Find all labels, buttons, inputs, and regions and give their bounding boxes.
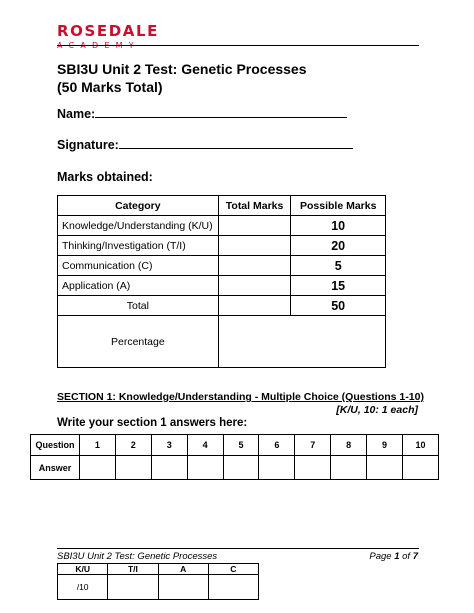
score-a[interactable]	[158, 575, 208, 600]
signature-label: Signature:	[57, 138, 119, 152]
possible-marks-cell: 15	[291, 276, 386, 296]
score-header-ti: T/I	[108, 564, 158, 575]
header-possible-marks: Possible Marks	[291, 196, 386, 216]
question-number: 9	[367, 435, 403, 456]
footer-rule	[57, 548, 419, 549]
answer-cell[interactable]	[79, 456, 115, 480]
score-box	[57, 563, 259, 600]
answer-label: Answer	[31, 456, 80, 480]
question-number: 6	[259, 435, 295, 456]
answer-cell[interactable]	[331, 456, 367, 480]
answer-row	[31, 456, 439, 480]
total-label: Total	[58, 296, 219, 316]
school-logo	[57, 24, 159, 50]
total-marks-cell[interactable]	[218, 236, 291, 256]
question-number: 3	[151, 435, 187, 456]
question-row	[31, 435, 439, 456]
test-title-line2: (50 Marks Total)	[57, 79, 163, 95]
answer-cell[interactable]	[151, 456, 187, 480]
footer-title: SBI3U Unit 2 Test: Genetic Processes	[57, 551, 218, 562]
score-value-row	[58, 575, 259, 600]
page-word: Page	[369, 551, 392, 562]
page-number: 1	[394, 551, 400, 562]
question-number: 4	[187, 435, 223, 456]
score-header-a: A	[158, 564, 208, 575]
marks-table	[57, 195, 386, 368]
question-number: 10	[402, 435, 438, 456]
section1-marks: [K/U, 10: 1 each]	[336, 404, 418, 416]
answer-cell[interactable]	[187, 456, 223, 480]
signature-field[interactable]	[57, 137, 353, 153]
question-label: Question	[31, 435, 80, 456]
header-total-marks: Total Marks	[218, 196, 291, 216]
table-row	[58, 276, 386, 296]
table-row	[58, 256, 386, 276]
total-marks-cell[interactable]	[218, 296, 291, 316]
answer-table	[30, 434, 439, 480]
question-number: 7	[295, 435, 331, 456]
logo-subtitle: ACADEMY	[57, 41, 140, 50]
question-number: 2	[115, 435, 151, 456]
answer-cell[interactable]	[223, 456, 259, 480]
answer-cell[interactable]	[402, 456, 438, 480]
question-number: 1	[79, 435, 115, 456]
question-number: 5	[223, 435, 259, 456]
name-line[interactable]	[95, 106, 347, 118]
total-marks-cell[interactable]	[218, 256, 291, 276]
score-c[interactable]	[208, 575, 258, 600]
score-ti[interactable]	[108, 575, 158, 600]
score-header-row	[58, 564, 259, 575]
score-header-c: C	[208, 564, 258, 575]
possible-marks-cell: 5	[291, 256, 386, 276]
total-marks-cell[interactable]	[218, 276, 291, 296]
page-indicator	[369, 551, 418, 562]
score-ku[interactable]: /10	[58, 575, 108, 600]
total-row	[58, 296, 386, 316]
test-title	[57, 60, 307, 96]
of-word: of	[402, 551, 411, 562]
percentage-cell[interactable]	[218, 316, 385, 368]
answer-cell[interactable]	[295, 456, 331, 480]
name-label: Name:	[57, 107, 96, 121]
answer-cell[interactable]	[115, 456, 151, 480]
header-rule	[57, 45, 419, 46]
percentage-row	[58, 316, 386, 368]
header-category: Category	[58, 196, 219, 216]
answer-cell[interactable]	[367, 456, 403, 480]
score-header-ku: K/U	[58, 564, 108, 575]
section1-title: SECTION 1: Knowledge/Understanding - Multiple Choice (Questions 1-10)	[57, 391, 424, 403]
possible-marks-cell: 20	[291, 236, 386, 256]
name-field[interactable]	[57, 106, 347, 122]
table-row	[58, 216, 386, 236]
category-cell: Communication (C)	[58, 256, 219, 276]
question-number: 8	[331, 435, 367, 456]
test-title-line1: SBI3U Unit 2 Test: Genetic Processes	[57, 61, 307, 77]
total-possible-cell: 50	[291, 296, 386, 316]
category-cell: Application (A)	[58, 276, 219, 296]
section1-instruction: Write your section 1 answers here:	[57, 417, 248, 429]
logo-name: ROSEDALE	[57, 22, 160, 40]
category-cell: Thinking/Investigation (T/I)	[58, 236, 219, 256]
answer-cell[interactable]	[259, 456, 295, 480]
possible-marks-cell: 10	[291, 216, 386, 236]
marks-table-header	[58, 196, 386, 216]
total-pages: 7	[412, 551, 418, 562]
signature-line[interactable]	[119, 137, 353, 149]
marks-obtained-label: Marks obtained:	[57, 170, 153, 184]
category-cell: Knowledge/Understanding (K/U)	[58, 216, 219, 236]
table-row	[58, 236, 386, 256]
percentage-label: Percentage	[58, 316, 219, 368]
total-marks-cell[interactable]	[218, 216, 291, 236]
